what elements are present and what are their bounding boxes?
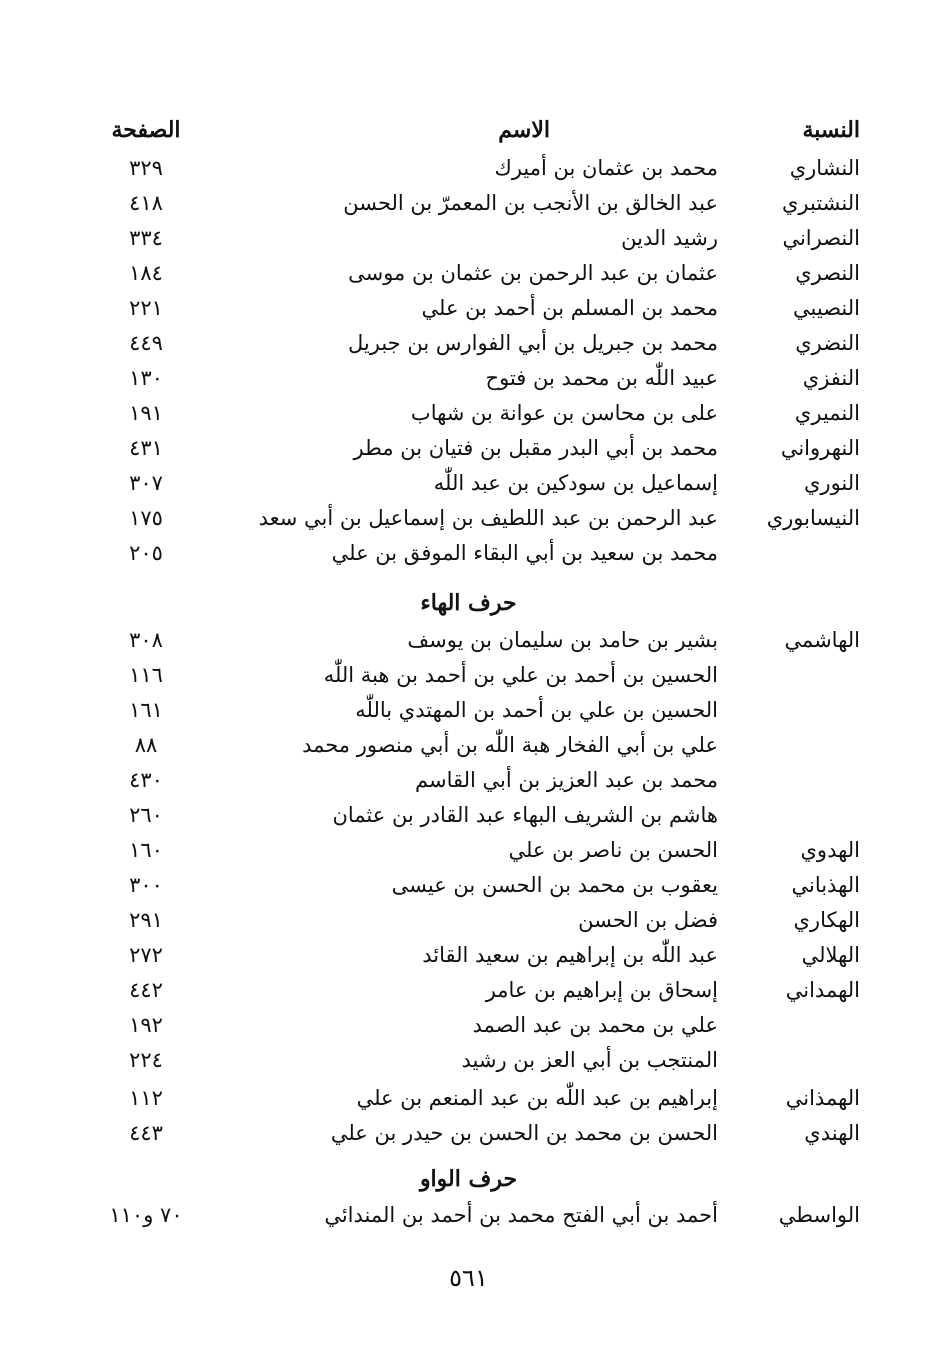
table-row [100, 1008, 860, 1042]
table-row [100, 186, 860, 220]
page-cell: ٤٤٢ [129, 978, 163, 1002]
nisba-cell: النميري [794, 401, 860, 425]
nisba-cell: الهندي [804, 1121, 860, 1145]
table-row [100, 833, 860, 867]
page-cell: ١١٦ [129, 663, 163, 687]
name-cell: إبراهيم بن عبد اللّٰه بن عبد المنعم بن علي [356, 1086, 718, 1110]
page-cell: ١٩١ [129, 401, 163, 425]
page-cell: ٢٢٤ [129, 1048, 163, 1072]
name-cell: محمد بن جبريل بن أبي الفوارس بن جبريل [348, 331, 718, 355]
name-cell: المنتجب بن أبي العز بن رشيد [461, 1048, 718, 1072]
nisba-cell: النضري [795, 331, 860, 355]
name-cell: عبد الخالق بن الأنجب بن المعمرّ بن الحسن [343, 191, 718, 215]
header-name: الاسم [498, 117, 550, 143]
nisba-cell: النصراني [782, 226, 860, 250]
table-row [100, 1116, 860, 1150]
table-row [100, 763, 860, 797]
section-title: حرف الهاء [420, 590, 517, 616]
table-row [100, 326, 860, 360]
nisba-cell: النيسابوري [766, 506, 860, 530]
page-cell: ٣٠٨ [129, 628, 163, 652]
nisba-cell: الهمذاني [785, 1086, 860, 1110]
name-cell: بشير بن حامد بن سليمان بن يوسف [407, 628, 718, 652]
page-number: ٥٦١ [449, 1264, 488, 1292]
table-row [100, 291, 860, 325]
table-row [100, 536, 860, 570]
name-cell: الحسين بن أحمد بن علي بن أحمد بن هبة اللّٰه [323, 663, 718, 687]
name-cell: هاشم بن الشريف البهاء عبد القادر بن عثمان [332, 803, 718, 827]
name-cell: إسماعيل بن سودكين بن عبد اللّٰه [433, 471, 718, 495]
table-row [100, 658, 860, 692]
nisba-cell: النصيبي [793, 296, 860, 320]
nisba-cell: الهدوي [800, 838, 860, 862]
section-heading-waw [0, 1162, 937, 1196]
name-cell: عثمان بن عبد الرحمن بن عثمان بن موسى [348, 261, 718, 285]
page-cell: ٤١٨ [129, 191, 163, 215]
page-cell: ٤٣١ [129, 436, 163, 460]
nisba-cell: الواسطي [778, 1203, 860, 1227]
name-cell: محمد بن المسلم بن أحمد بن علي [421, 296, 718, 320]
page-cell: ٢٩١ [129, 908, 163, 932]
table-row [100, 938, 860, 972]
nisba-cell: الهلالي [801, 943, 860, 967]
name-cell: فضل بن الحسن [578, 908, 718, 932]
table-row [100, 868, 860, 902]
table-row [100, 396, 860, 430]
table-row [100, 1198, 860, 1232]
table-row [100, 221, 860, 255]
table-row [100, 1081, 860, 1115]
table-row [100, 361, 860, 395]
page-cell: ١٦٠ [129, 838, 163, 862]
table-header [100, 113, 860, 147]
page-cell: ١١٢ [129, 1086, 163, 1110]
name-cell: محمد بن عثمان بن أميرك [494, 156, 718, 180]
page-cell: ٤٤٣ [129, 1121, 163, 1145]
page-cell: ١٧٥ [129, 506, 163, 530]
name-cell: عبد الرحمن بن عبد اللطيف بن إسماعيل بن أبي سعد [258, 506, 718, 530]
table-row [100, 256, 860, 290]
page-cell: ٣٠٧ [129, 471, 163, 495]
page-cell: ٣٣٤ [129, 226, 163, 250]
name-cell: محمد بن أبي البدر مقبل بن فتيان بن مطر [353, 436, 718, 460]
section-title: حرف الواو [419, 1166, 518, 1192]
nisba-cell: النهرواني [780, 436, 860, 460]
name-cell: الحسين بن علي بن أحمد بن المهتدي باللّٰه [355, 698, 718, 722]
page-cell: ٢٢١ [129, 296, 163, 320]
page-cell: ٨٨ [134, 733, 158, 757]
name-cell: الحسن بن ناصر بن علي [508, 838, 718, 862]
table-row [100, 151, 860, 185]
table-row [100, 798, 860, 832]
page-cell: ٧٠ و١١٠ [109, 1203, 183, 1227]
nisba-cell: الهذباني [791, 873, 860, 897]
name-cell: علي بن محمد بن عبد الصمد [472, 1013, 718, 1037]
name-cell: عبد اللّٰه بن إبراهيم بن سعيد القائد [422, 943, 718, 967]
table-row [100, 693, 860, 727]
page-cell: ٤٣٠ [129, 768, 163, 792]
page-cell: ١٨٤ [129, 261, 163, 285]
nisba-cell: النوري [804, 471, 860, 495]
page-cell: ١٦١ [129, 698, 163, 722]
table-row [100, 973, 860, 1007]
table-row [100, 431, 860, 465]
header-nisba: النسبة [802, 117, 860, 143]
name-cell: محمد بن سعيد بن أبي البقاء الموفق بن علي [331, 541, 718, 565]
page-cell: ٢٧٢ [129, 943, 163, 967]
page-cell: ٣٢٩ [129, 156, 163, 180]
nisba-cell: الهمداني [785, 978, 860, 1002]
header-page: الصفحة [111, 117, 181, 143]
page-cell: ١٩٢ [129, 1013, 163, 1037]
name-cell: الحسن بن محمد بن الحسن بن حيدر بن علي [330, 1121, 718, 1145]
nisba-cell: الهكاري [793, 908, 860, 932]
page-cell: ٢٠٥ [129, 541, 163, 565]
table-row [100, 466, 860, 500]
table-row [100, 501, 860, 535]
nisba-cell: النصري [795, 261, 860, 285]
name-cell: عبيد اللّٰه بن محمد بن فتوح [485, 366, 718, 390]
name-cell: يعقوب بن محمد بن الحسن بن عيسى [391, 873, 718, 897]
table-row [100, 903, 860, 937]
name-cell: محمد بن عبد العزيز بن أبي القاسم [415, 768, 718, 792]
nisba-cell: النفزي [802, 366, 860, 390]
nisba-cell: النشاري [789, 156, 860, 180]
name-cell: علي بن أبي الفخار هبة اللّٰه بن أبي منصور محمد [302, 733, 718, 757]
nisba-cell: الهاشمي [784, 628, 860, 652]
page-cell: ٢٦٠ [129, 803, 163, 827]
section-heading-ha [0, 586, 937, 620]
table-row [100, 728, 860, 762]
name-cell: إسحاق بن إبراهيم بن عامر [485, 978, 718, 1002]
page-cell: ٤٤٩ [129, 331, 163, 355]
name-cell: على بن محاسن بن عوانة بن شهاب [410, 401, 718, 425]
table-row [100, 623, 860, 657]
name-cell: رشيد الدين [621, 226, 718, 250]
nisba-cell: النشتبري [781, 191, 860, 215]
name-cell: أحمد بن أبي الفتح محمد بن أحمد بن المندائي [324, 1203, 718, 1227]
page-cell: ٣٠٠ [129, 873, 163, 897]
page-cell: ١٣٠ [129, 366, 163, 390]
table-row [100, 1043, 860, 1077]
